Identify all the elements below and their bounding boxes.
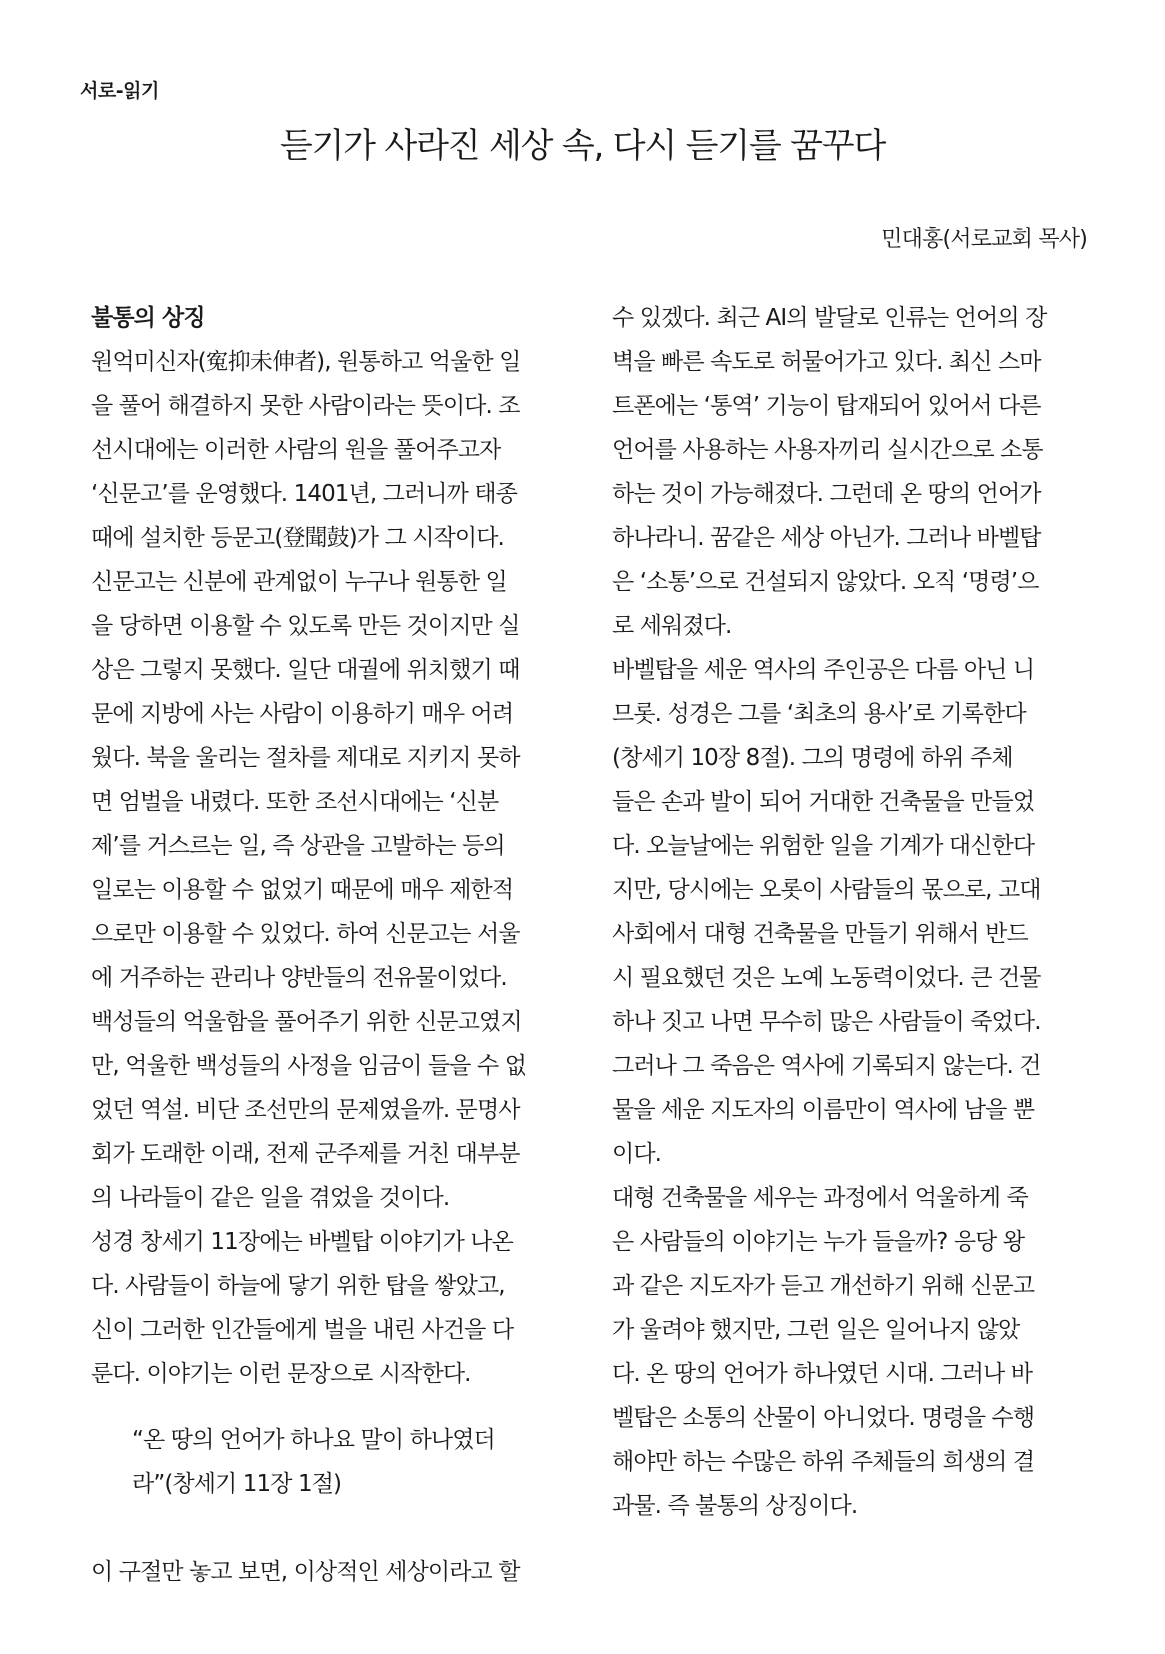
left-column	[91, 296, 546, 1594]
body-line: 므롯. 성경은 그를 ‘최초의 용사’로 기록한다	[612, 701, 1026, 727]
body-line: 문에 지방에 사는 사람이 이용하기 매우 어려	[91, 701, 514, 727]
body-line: 성경 창세기 11장에는 바벨탑 이야기가 나온	[91, 1229, 513, 1255]
body-line: 과물. 즉 불통의 상징이다.	[612, 1493, 858, 1519]
body-line: 다. 오늘날에는 위험한 일을 기계가 대신한다	[612, 833, 1035, 859]
body-line: 하는 것이 가능해졌다. 그런데 온 땅의 언어가	[612, 481, 1041, 507]
body-line: 벽을 빠른 속도로 허물어가고 있다. 최신 스마	[612, 349, 1041, 375]
body-line: 만, 억울한 백성들의 사정을 임금이 들을 수 없	[91, 1053, 527, 1079]
body-line: 웠다. 북을 울리는 절차를 제대로 지키지 못하	[91, 745, 520, 771]
section-heading: 불통의 상징	[91, 305, 205, 331]
body-line: 신이 그러한 인간들에게 벌을 내린 사건을 다	[91, 1317, 514, 1343]
body-line: 의 나라들이 같은 일을 겪었을 것이다.	[91, 1185, 450, 1211]
body-line: 은 사람들의 이야기는 누가 들을까? 응당 왕	[612, 1229, 1025, 1255]
body-line: 사회에서 대형 건축물을 만들기 위해서 반드	[612, 921, 1028, 947]
body-line: 다. 사람들이 하늘에 닿기 위한 탑을 쌓았고,	[91, 1273, 505, 1299]
body-line: 벨탑은 소통의 산물이 아니었다. 명령을 수행	[612, 1405, 1035, 1431]
body-line: 백성들의 억울함을 풀어주기 위한 신문고였지	[91, 1009, 522, 1035]
right-column	[612, 296, 1067, 1528]
body-line: 수 있겠다. 최근 AI의 발달로 인류는 언어의 장	[612, 305, 1047, 331]
article-title: 듣기가 사라진 세상 속, 다시 듣기를 꿈꾸다	[279, 126, 886, 166]
body-line: 상은 그렇지 못했다. 일단 대궐에 위치했기 때	[91, 657, 520, 683]
body-line: 그러나 그 죽음은 역사에 기록되지 않는다. 건	[612, 1053, 1041, 1079]
body-line: ‘신문고’를 운영했다. 1401년, 그러니까 태종	[91, 481, 517, 507]
body-line: 하나라니. 꿈같은 세상 아닌가. 그러나 바벨탑	[612, 525, 1041, 551]
article-author: 민대홍(서로교회 목사)	[881, 227, 1087, 252]
body-line: 과 같은 지도자가 듣고 개선하기 위해 신문고	[612, 1273, 1035, 1299]
body-line: 었던 역설. 비단 조선만의 문제였을까. 문명사	[91, 1097, 520, 1123]
body-line: 때에 설치한 등문고(登聞鼓)가 그 시작이다.	[91, 525, 504, 551]
body-line: 으로만 이용할 수 있었다. 하여 신문고는 서울	[91, 921, 520, 947]
body-line: 트폰에는 ‘통역’ 기능이 탑재되어 있어서 다른	[612, 393, 1041, 419]
body-line: 을 풀어 해결하지 못한 사람이라는 뜻이다. 조	[91, 393, 520, 419]
body-line: 은 ‘소통’으로 건설되지 않았다. 오직 ‘명령’으	[612, 569, 1039, 595]
body-line: 원억미신자(寃抑未伸者), 원통하고 억울한 일	[91, 349, 521, 375]
body-line: 다. 온 땅의 언어가 하나였던 시대. 그러나 바	[612, 1361, 1033, 1387]
body-line: 룬다. 이야기는 이런 문장으로 시작한다.	[91, 1361, 471, 1387]
body-line: 제’를 거스르는 일, 즉 상관을 고발하는 등의	[91, 833, 505, 859]
quote-line: “온 땅의 언어가 하나요 말이 하나였더	[132, 1427, 495, 1453]
body-line: 물을 세운 지도자의 이름만이 역사에 남을 뿐	[612, 1097, 1035, 1123]
body-line: 회가 도래한 이래, 전제 군주제를 거친 대부분	[91, 1141, 520, 1167]
body-line: 에 거주하는 관리나 양반들의 전유물이었다.	[91, 965, 507, 991]
body-line: 이다.	[612, 1141, 662, 1167]
body-line: (창세기 10장 8절). 그의 명령에 하위 주체	[612, 745, 1013, 771]
body-line: 시 필요했던 것은 노예 노동력이었다. 큰 건물	[612, 965, 1041, 991]
section-label: 서로-읽기	[80, 80, 159, 102]
body-line: 가 울려야 했지만, 그런 일은 일어나지 않았	[612, 1317, 1020, 1343]
body-line: 로 세워졌다.	[612, 613, 732, 639]
body-line: 들은 손과 발이 되어 거대한 건축물을 만들었	[612, 789, 1035, 815]
body-line: 을 당하면 이용할 수 있도록 만든 것이지만 실	[91, 613, 520, 639]
body-line: 신문고는 신분에 관계없이 누구나 원통한 일	[91, 569, 507, 595]
body-line: 언어를 사용하는 사용자끼리 실시간으로 소통	[612, 437, 1043, 463]
body-line: 선시대에는 이러한 사람의 원을 풀어주고자	[91, 437, 501, 463]
body-line: 하나 짓고 나면 무수히 많은 사람들이 죽었다.	[612, 1009, 1041, 1035]
quote-line: 라”(창세기 11장 1절)	[132, 1471, 342, 1497]
body-line: 지만, 당시에는 오롯이 사람들의 몫으로, 고대	[612, 877, 1041, 903]
body-line: 면 엄벌을 내렸다. 또한 조선시대에는 ‘신분	[91, 789, 499, 815]
body-line: 바벨탑을 세운 역사의 주인공은 다름 아닌 니	[612, 657, 1035, 683]
body-line: 해야만 하는 수많은 하위 주체들의 희생의 결	[612, 1449, 1035, 1475]
body-line: 이 구절만 놓고 보면, 이상적인 세상이라고 할	[91, 1559, 520, 1585]
body-line: 일로는 이용할 수 없었기 때문에 매우 제한적	[91, 877, 514, 903]
body-line: 대형 건축물을 세우는 과정에서 억울하게 죽	[612, 1185, 1028, 1211]
